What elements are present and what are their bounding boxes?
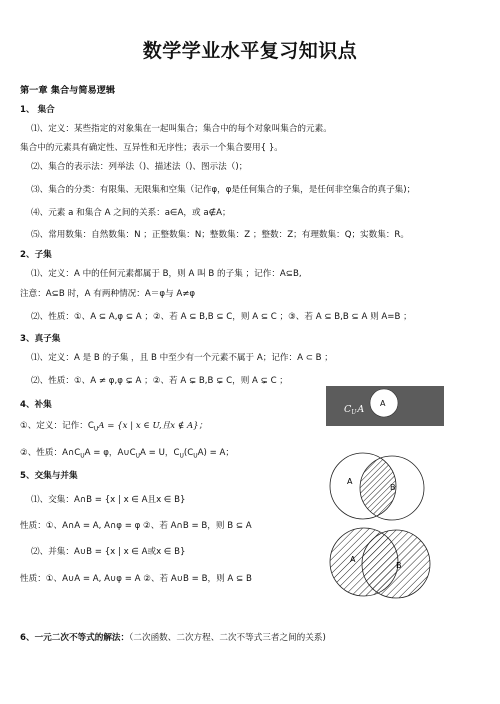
s4-l2-sub2: U [135,452,141,460]
s1-line-5: ⑷、元素 a 和集合 A 之间的关系：a∈A，或 a∉A； [31,208,231,218]
s4-l2-sub1: U [80,452,85,460]
s2-line-1: ⑴、定义：A 中的任何元素都属于 B，则 A 叫 B 的子集 ；记作：A⊆B, [31,269,302,279]
section-heading-5: 5、交集与并集 [20,471,78,481]
s5-line-3: ⑵、并集：A∪B = {x | x ∈ A或x ∈ B} [31,547,186,557]
s5-line-2: 性质：①、A∩A = A, A∩φ = φ ②、若 A∩B = B，则 B ⊆ A [20,521,252,531]
s4-l2-d: (C [183,448,194,458]
s4-l1-sub: U [93,425,99,433]
section-6-line [20,632,326,644]
chapter-heading: 第一章 集合与简易逻辑 [20,85,116,96]
s4-l1-text: ①、定义：记作：C [20,421,94,431]
union-diagram [326,522,436,604]
label-a: A [347,477,353,486]
s3-line-2: ⑵、性质：①、A ≠ φ,φ ⊊ A ；②、若 A ⊊ B,B ⊊ C，则 A ⊊ C ； [31,376,288,386]
s1-line-2: 集合中的元素具有确定性、互异性和无序性；表示一个集合要用{ }。 [20,143,283,153]
s4-line-2 [20,447,234,463]
label-a: A [350,555,356,564]
s4-l2-c: A = U，C [140,448,180,458]
section-heading-2: 2、子集 [20,250,52,260]
s4-line-1 [20,420,207,436]
s4-l2-sub3: U [179,452,184,460]
s4-l2-a: ②、性质：A∩C [20,448,81,458]
section-heading-3: 3、真子集 [20,334,61,344]
s4-l2-e: A) = A； [197,448,235,458]
section-heading-6: 6、一元二次不等式的解法： [20,633,130,643]
s5-line-4: 性质：①、A∪A = A, A∪φ = A ②、若 A∪B = B，则 A ⊆ B [20,574,252,584]
s1-line-6: ⑸、常用数集：自然数集：N ；正整数集：N；整数集：Z ；整数：Z；有理数集：Q；实数集：R。 [31,230,409,240]
s5-line-1: ⑴、交集：A∩B = {x | x ∈ A且x ∈ B} [31,495,186,505]
s3-line-1: ⑴、定义：A 是 B 的子集 ，且 B 中至少有一个元素不属于 A；记作：A ⊂ B ； [31,353,333,363]
page-title: 数学学业水平复习知识点 [142,40,358,62]
complement-label: $C_UA$ [344,404,365,416]
s1-line-1: ⑴、定义：某些指定的对象集在一起叫集合；集合中的每个对象叫集合的元素。 [31,124,332,134]
s4-l2-b: A = φ，A∪C [84,448,136,458]
label-b: B [390,483,396,492]
label-b: B [396,561,402,570]
s4-l2-sub4: U [193,452,198,460]
s4-l1-rest: A = {x | x ∈ U,且x ∉ A}； [98,421,208,431]
section-6-note: （二次函数、二次方程、二次不等式三者之间的关系) [129,633,326,643]
s2-line-3: ⑵、性质：①、A ⊆ A,φ ⊆ A ；②、若 A ⊆ B,B ⊆ C，则 A ⊆ C ；③、若 A ⊆ B,B ⊆ A 则 A=B ； [31,312,412,322]
section-heading-4: 4、补集 [20,400,52,410]
s1-line-4: ⑶、集合的分类：有限集、无限集和空集（记作φ，φ是任何集合的子集，是任何非空集合的真子集)； [31,185,416,195]
complement-diagram [326,386,444,426]
circle-a-label: A [380,399,386,408]
s1-line-3: ⑵、集合的表示法：列举法（)、描述法（)、图示法（)； [31,162,248,172]
intersection-diagram [326,448,432,526]
s2-line-2: 注意：A⊆B 时，A 有两种情况：A＝φ与 A≠φ [20,289,196,299]
section-heading-1: 1、 集合 [20,105,55,115]
